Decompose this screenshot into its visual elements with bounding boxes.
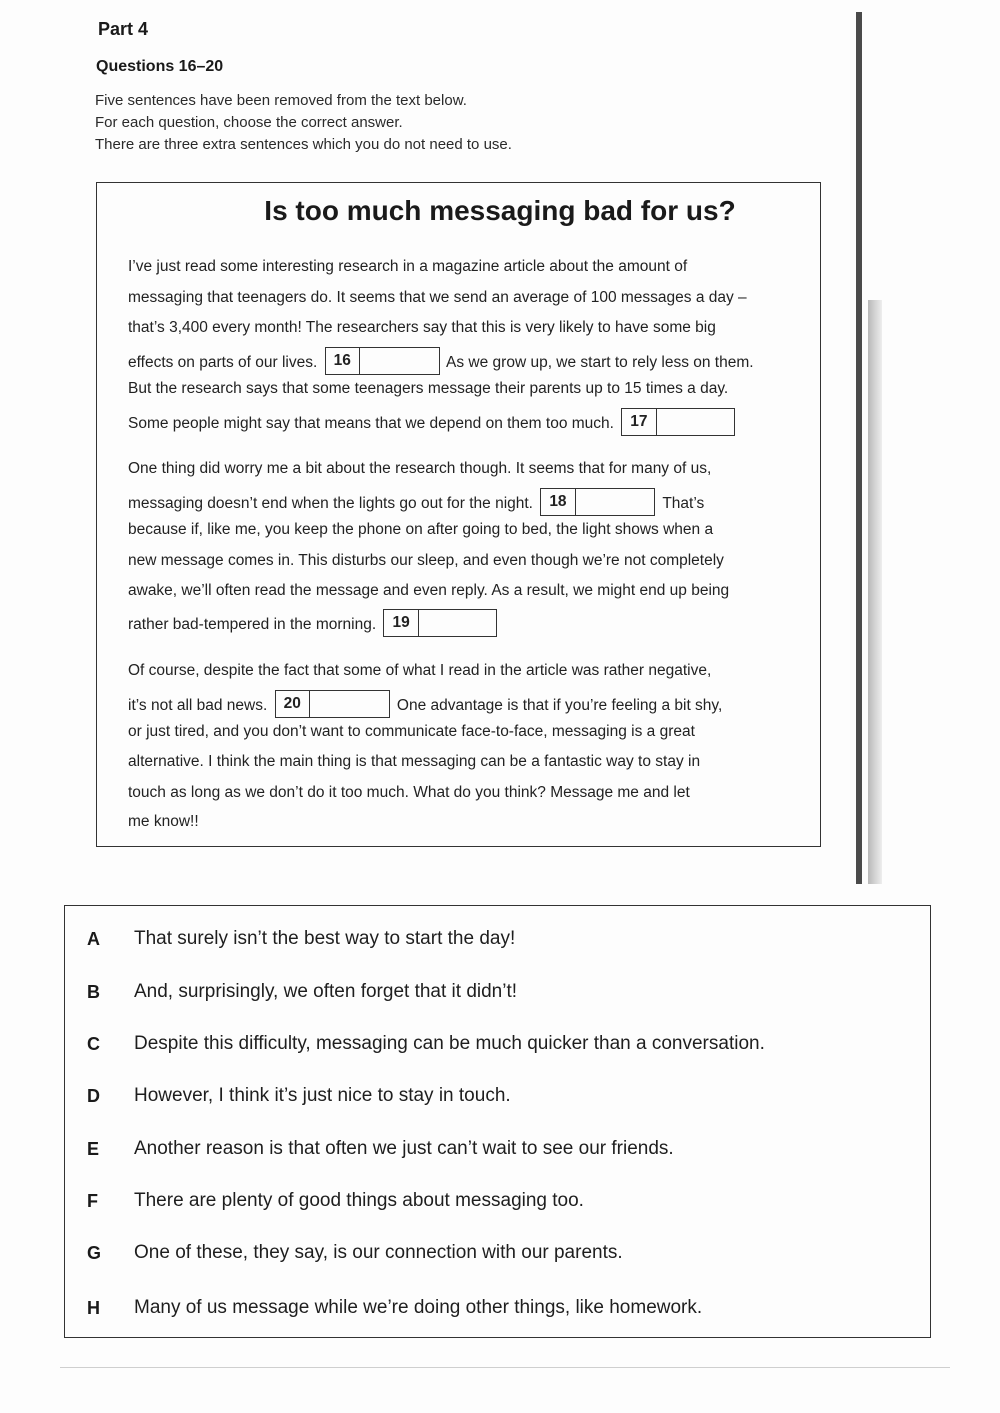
option-text[interactable]: There are plenty of good things about messaging too. (134, 1190, 584, 1211)
option-letter: E (87, 1139, 100, 1159)
article-line: new message comes in. This disturbs our sleep, and even though we’re not completely (128, 552, 724, 569)
article-title: Is too much messaging bad for us? (264, 195, 736, 226)
gap-19[interactable] (383, 609, 497, 637)
article-text: it’s not all bad news. (128, 697, 268, 715)
option-letter: D (87, 1086, 100, 1106)
gap-number: 20 (276, 691, 310, 717)
article-line: touch as long as we don’t do it too much. What do you think? Message me and let (128, 784, 690, 801)
article-line: or just tired, and you don’t want to communicate face-to-face, messaging is a great (128, 723, 695, 740)
option-letter: H (87, 1298, 100, 1318)
article-line: messaging that teenagers do. It seems that we send an average of 100 messages a day – (128, 289, 747, 306)
article-line (128, 692, 722, 720)
option-text[interactable]: Despite this difficulty, messaging can be much quicker than a conversation. (134, 1033, 765, 1054)
gap-number: 19 (384, 610, 418, 636)
article-text: That’s (662, 495, 705, 513)
instruction-line: There are three extra sentences which you do not need to use. (95, 136, 512, 153)
article-text: One advantage is that if you’re feeling a bit shy, (396, 697, 723, 715)
options-box (64, 905, 931, 1338)
scan-bottom-line (60, 1367, 950, 1368)
option-letter: F (87, 1191, 98, 1211)
option-text[interactable]: Another reason is that often we just can’t wait to see our friends. (134, 1138, 674, 1159)
article-line: Of course, despite the fact that some of what I read in the article was rather negative, (128, 662, 712, 679)
scan-edge-shadow (856, 12, 862, 884)
option-text[interactable]: Many of us message while we’re doing other things, like homework. (134, 1297, 703, 1318)
gap-20[interactable] (275, 690, 390, 718)
article-text: As we grow up, we start to rely less on them. (446, 354, 754, 372)
article-line: I’ve just read some interesting research in a magazine article about the amount of (128, 258, 688, 275)
instruction-line: For each question, choose the correct answer. (95, 114, 403, 131)
questions-title: Questions 16–20 (96, 58, 224, 75)
part-title: Part 4 (98, 19, 149, 39)
article-text: messaging doesn’t end when the lights go out for the night. (128, 495, 533, 513)
article-line (128, 611, 500, 639)
option-text[interactable]: However, I think it’s just nice to stay in touch. (134, 1085, 511, 1106)
gap-17[interactable] (621, 408, 735, 436)
option-letter: B (87, 982, 100, 1002)
article-line (128, 349, 754, 377)
gap-18[interactable] (540, 488, 655, 516)
option-text[interactable]: That surely isn’t the best way to start the day! (134, 928, 516, 949)
article-line: that’s 3,400 every month! The researchers say that this is very likely to have some big (128, 319, 716, 336)
article-text: effects on parts of our lives. (128, 354, 318, 372)
article-line: awake, we’ll often read the message and even reply. As a result, we might end up being (128, 582, 730, 599)
article-line: alternative. I think the main thing is that messaging can be a fantastic way to stay in (128, 753, 701, 770)
scan-edge-gradient (868, 300, 882, 884)
article-line: because if, like me, you keep the phone on after going to bed, the light shows when a (128, 521, 714, 538)
article-line: One thing did worry me a bit about the research though. It seems that for many of us, (128, 460, 712, 477)
gap-number: 17 (622, 409, 656, 435)
option-letter: C (87, 1034, 100, 1054)
article-text: rather bad-tempered in the morning. (128, 616, 377, 634)
instruction-line: Five sentences have been removed from the text below. (95, 92, 467, 109)
gap-number: 18 (541, 489, 575, 515)
article-line (128, 410, 738, 438)
option-text[interactable]: And, surprisingly, we often forget that it didn’t! (134, 981, 518, 1002)
article-line: But the research says that some teenagers message their parents up to 15 times a day. (128, 380, 729, 397)
option-letter: G (87, 1243, 102, 1263)
option-letter: A (87, 929, 100, 949)
article-line: me know!! (128, 813, 199, 830)
article-line (128, 490, 704, 518)
gap-number: 16 (326, 348, 360, 374)
article-text: Some people might say that means that we depend on them too much. (128, 415, 614, 433)
gap-16[interactable] (325, 347, 440, 375)
option-text[interactable]: One of these, they say, is our connection with our parents. (134, 1242, 623, 1263)
